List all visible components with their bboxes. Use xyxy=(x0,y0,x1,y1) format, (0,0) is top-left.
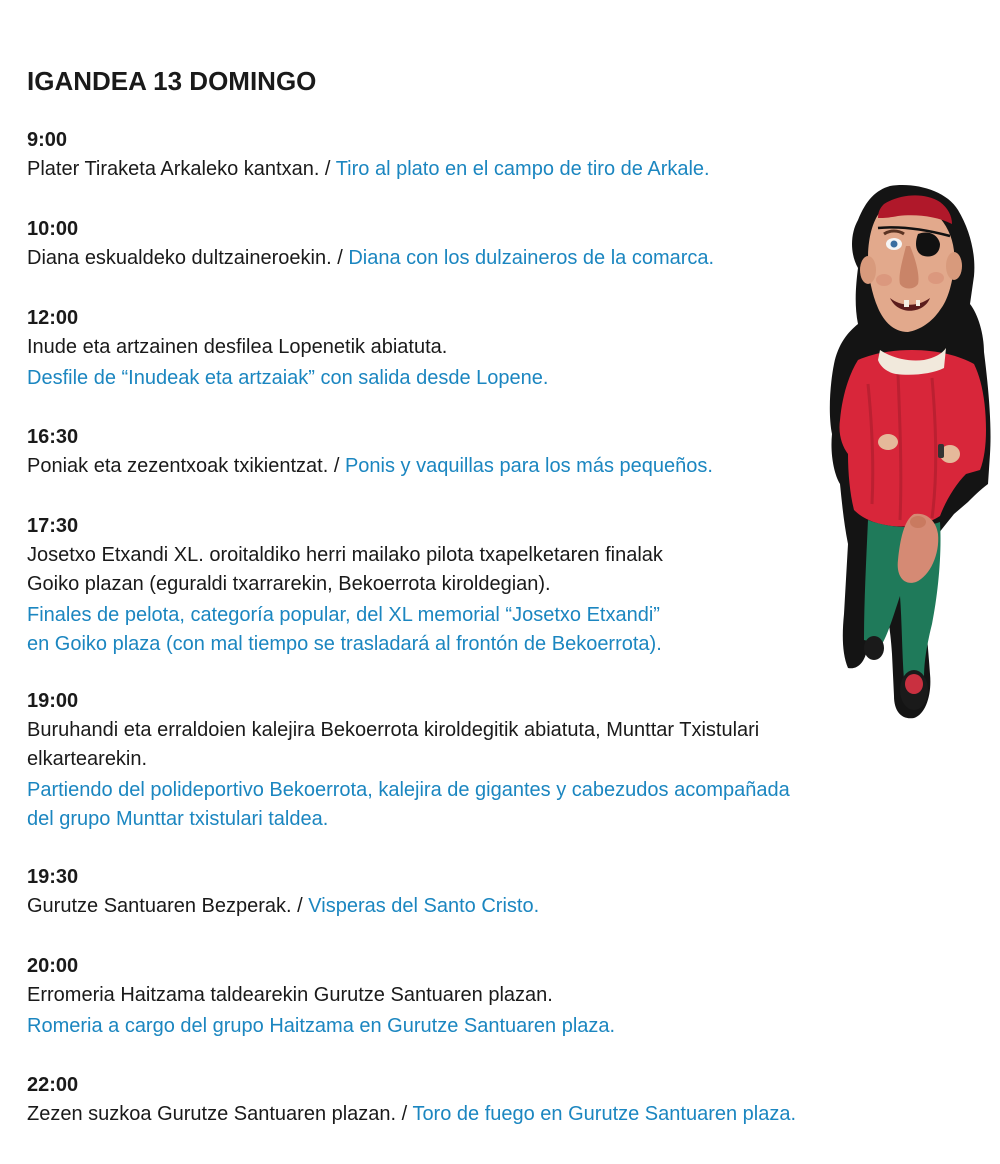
separator: / xyxy=(319,158,336,180)
basque-text: Erromeria Haitzama taldearekin Gurutze Santuaren plazan. xyxy=(27,984,553,1006)
event-1000 xyxy=(27,214,947,273)
event-time: 19:30 xyxy=(27,866,79,888)
event-time: 9:00 xyxy=(27,129,68,151)
event-0900 xyxy=(27,125,947,184)
page-title: IGANDEA 13 DOMINGO xyxy=(27,66,317,96)
spanish-text: Romeria a cargo del grupo Haitzama en Gurutze Santuaren plaza. xyxy=(27,1015,616,1037)
event-2200 xyxy=(27,1070,947,1129)
event-2000 xyxy=(27,951,947,1041)
spanish-text: Desfile de “Inudeak eta artzaiak” con salida desde Lopene. xyxy=(27,367,549,389)
bladder-tip xyxy=(910,516,926,528)
event-description xyxy=(27,892,947,921)
separator: / xyxy=(291,895,309,917)
separator: / xyxy=(396,1103,413,1125)
shoe xyxy=(905,674,923,694)
spanish-text-line: del grupo Munttar txistulari taldea. xyxy=(27,808,329,830)
event-description xyxy=(27,452,947,481)
basque-text: Poniak eta zezentxoak txikientzat. xyxy=(27,455,329,477)
spanish-text-line: en Goiko plaza (con mal tiempo se trasladará al frontón de Bekoerrota). xyxy=(27,633,662,655)
event-time: 22:00 xyxy=(27,1074,79,1096)
spanish-text: Diana con los dulzaineros de la comarca. xyxy=(348,247,715,269)
basque-text: Plater Tiraketa Arkaleko kantxan. xyxy=(27,158,320,180)
hand xyxy=(878,434,898,450)
event-1200 xyxy=(27,303,947,393)
basque-text-line: Buruhandi eta erraldoien kalejira Bekoerrota kiroldegitik abiatuta, Munttar Txistulari xyxy=(27,719,760,741)
event-time: 20:00 xyxy=(27,955,79,977)
event-description xyxy=(27,244,947,273)
tooth xyxy=(916,300,920,306)
ear xyxy=(946,252,962,280)
basque-text-line: Goiko plazan (eguraldi txarrarekin, Bekoerrota kiroldegian). xyxy=(27,573,551,595)
wristwatch xyxy=(938,444,944,458)
event-time: 10:00 xyxy=(27,218,79,240)
event-1730 xyxy=(27,511,947,659)
tooth xyxy=(904,300,909,307)
basque-text: Diana eskualdeko dultzaineroekin. xyxy=(27,247,332,269)
event-description xyxy=(27,1100,947,1129)
spanish-text-line: Partiendo del polideportivo Bekoerrota, kalejira de gigantes y cabezudos acompañada xyxy=(27,779,790,801)
event-time: 12:00 xyxy=(27,307,79,329)
separator: / xyxy=(331,247,349,269)
event-1630 xyxy=(27,422,947,481)
event-time: 17:30 xyxy=(27,515,79,537)
spanish-text: Tiro al plato en el campo de tiro de Arkale. xyxy=(335,158,710,180)
basque-text-line: elkartearekin. xyxy=(27,748,148,770)
basque-text-line: Josetxo Etxandi XL. oroitaldiko herri mailako pilota txapelketaren finalak xyxy=(27,544,663,566)
spanish-text: Visperas del Santo Cristo. xyxy=(308,895,540,917)
separator: / xyxy=(328,455,345,477)
basque-text: Gurutze Santuaren Bezperak. xyxy=(27,895,292,917)
ear xyxy=(860,256,876,284)
event-1900 xyxy=(27,686,947,834)
event-time: 19:00 xyxy=(27,690,79,712)
spanish-text: Ponis y vaquillas para los más pequeños. xyxy=(344,455,713,477)
spanish-text: Toro de fuego en Gurutze Santuaren plaza. xyxy=(412,1103,797,1125)
cabezudo-figure-image xyxy=(828,184,992,720)
shoe xyxy=(864,636,884,660)
basque-text: Zezen suzkoa Gurutze Santuaren plazan. xyxy=(27,1103,397,1125)
event-1930 xyxy=(27,862,947,921)
event-description xyxy=(27,155,947,184)
cheek xyxy=(876,274,892,286)
eye-pupil xyxy=(891,241,898,248)
basque-text: Inude eta artzainen desfilea Lopenetik abiatuta. xyxy=(27,336,448,358)
spanish-text-line: Finales de pelota, categoría popular, del XL memorial “Josetxo Etxandi” xyxy=(27,604,660,626)
event-time: 16:30 xyxy=(27,426,79,448)
cheek xyxy=(928,272,944,284)
